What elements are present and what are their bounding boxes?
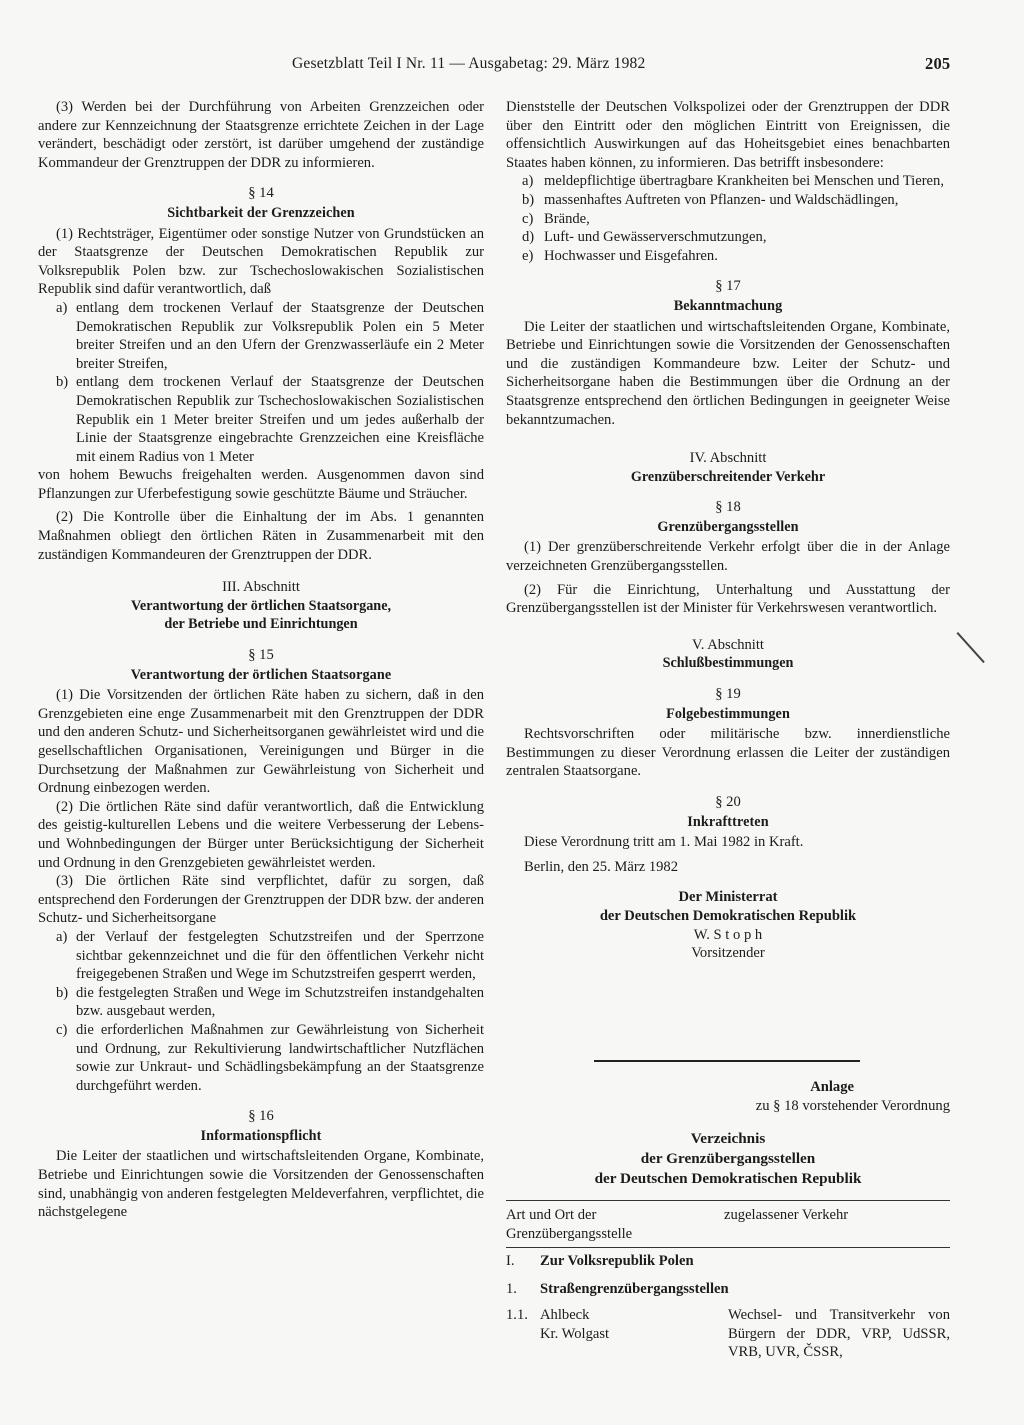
chapter-title bbox=[38, 597, 484, 634]
row-title: Straßengrenzübergangsstellen bbox=[540, 1281, 729, 1297]
list-item bbox=[38, 984, 484, 1021]
section-number: § 19 bbox=[715, 686, 741, 703]
table-row bbox=[506, 1280, 950, 1304]
section-title: Verantwortung der örtlichen Staatsorgane bbox=[130, 666, 392, 683]
section-title: Informationspflicht bbox=[200, 1127, 322, 1144]
list-item bbox=[38, 928, 484, 984]
section-number: § 15 bbox=[248, 647, 274, 664]
list-text: massenhaftes Auftreten von Pflanzen- und Waldschädlingen, bbox=[544, 191, 899, 208]
section-title: Folgebestimmungen bbox=[666, 705, 790, 722]
list-label: e) bbox=[522, 247, 534, 264]
table-header bbox=[506, 1200, 950, 1248]
row-number: 1. bbox=[506, 1281, 517, 1297]
paragraph: (3) Werden bei der Durchführung von Arbeiten Grenzzeichen oder andere zur Kennzeichnung der Staatsgrenze errichtete Zeichen in der Lage verändert, beschädigt oder zerstört, ist darüber umgehend der zuständige Kommandeur der Grenztruppen der DDR zu informieren. bbox=[38, 99, 484, 171]
row-title: Zur Volksrepublik Polen bbox=[540, 1253, 694, 1269]
list-text: Brände, bbox=[544, 210, 590, 227]
list-item bbox=[506, 172, 950, 191]
column-header: zugelassener Verkehr bbox=[724, 1207, 849, 1223]
paragraph: (1) Die Vorsitzenden der örtlichen Räte haben zu sichern, daß in den Grenzgebieten eine enge Zusammenarbeit mit den Grenztruppen der DDR und den anderen Schutz- und Sicherheitsorganen gewährleistet wird und die gesellschaftlichen Organisationen, Vereinigungen und Bürger in die Durchsetzung der Maßnahmen zur Gewährleistung von Sicherheit und Ordnung einbezogen werden. bbox=[38, 687, 484, 797]
list-item bbox=[506, 228, 950, 247]
signature-block bbox=[506, 888, 950, 962]
crossing-place-line: Ahlbeck bbox=[540, 1307, 590, 1323]
row-number: I. bbox=[506, 1253, 515, 1269]
paragraph: (2) Für die Einrichtung, Unterhaltung und Ausstattung der Grenzübergangsstellen ist der Minister für Verkehrswesen verantwortlich. bbox=[506, 581, 950, 617]
list-label: a) bbox=[56, 299, 68, 316]
paragraph: (3) Die örtlichen Räte sind verpflichtet, dafür zu sorgen, daß entsprechend den Forderungen der Grenztruppen der DDR bzw. der anderen Schutz- und Sicherheitsorgane bbox=[38, 873, 484, 927]
section-title: Inkrafttreten bbox=[687, 813, 769, 830]
annex-subtitle: zu § 18 vorstehender Verordnung bbox=[755, 1097, 950, 1114]
paragraph: (1) Der grenzüberschreitende Verkehr erfolgt über die in der Anlage verzeichneten Grenzübergangsstellen. bbox=[506, 539, 950, 575]
paragraph: (2) Die Kontrolle über die Einhaltung der im Abs. 1 genannten Maßnahmen obliegt den örtlichen Räten in Zusammenarbeit mit den zuständigen Kommandeuren der Grenztruppen der DDR. bbox=[38, 509, 484, 563]
list-item bbox=[506, 210, 950, 229]
list-item bbox=[506, 247, 950, 266]
list-text: meldepflichtige übertragbare Krankheiten bei Menschen und Tieren, bbox=[544, 173, 944, 190]
section-number: § 20 bbox=[715, 794, 741, 810]
paragraph: Die Leiter der staatlichen und wirtschaftsleitenden Organe, Kombinate, Betriebe und Einrichtungen sowie die Vorsitzenden der Genossenschaften und die zuständigen Kommandeure bzw. Leiter der Schutz- und Sicherheitsorgane haben die Bestimmungen über die Ordnung an der Staatsgrenze entsprechend den örtlichen Bedingungen in geeigneter Weise bekanntzumachen. bbox=[506, 318, 950, 428]
list-label: d) bbox=[522, 229, 535, 246]
list-item bbox=[38, 373, 484, 466]
list-label: a) bbox=[522, 173, 534, 190]
table-row bbox=[506, 1252, 950, 1276]
table-body bbox=[506, 1252, 950, 1366]
paragraph: Diese Verordnung tritt am 1. Mai 1982 in Kraft. bbox=[524, 834, 804, 851]
section-number: § 14 bbox=[248, 185, 274, 202]
list-text: die festgelegten Straßen und Wege im Schutzstreifen instandgehalten bzw. ausgebaut werden, bbox=[76, 984, 484, 1020]
column-header: Art und Ort der Grenzübergangsstelle bbox=[506, 1207, 633, 1242]
chapter-title: Schlußbestimmungen bbox=[662, 655, 794, 672]
signature-name: W. S t o p h bbox=[693, 926, 763, 943]
list-item bbox=[38, 299, 484, 373]
annex-heading bbox=[506, 1078, 950, 1189]
running-title: Gesetzblatt Teil I Nr. 11 — Ausgabetag: 29. März 1982 bbox=[292, 55, 646, 72]
list-label: b) bbox=[522, 191, 535, 208]
chapter-title: Grenzüberschreitender Verkehr bbox=[630, 468, 826, 485]
chapter-title-line: der Betriebe und Einrichtungen bbox=[164, 616, 358, 633]
page-number: 205 bbox=[925, 54, 951, 73]
annex-title: Anlage bbox=[810, 1079, 854, 1095]
list-item bbox=[38, 1021, 484, 1095]
section-title: Sichtbarkeit der Grenzzeichen bbox=[167, 204, 355, 221]
section-title: Grenzübergangsstellen bbox=[657, 518, 799, 535]
list-item bbox=[506, 191, 950, 210]
row-number: 1.1. bbox=[506, 1307, 528, 1323]
list-text: Hochwasser und Eisgefahren. bbox=[544, 247, 718, 264]
list-text: der Verlauf der festgelegten Schutzstreifen und der Sperrzone sichtbar gekennzeichnet und die für den öffentlichen Verkehr nicht freigegebenen Straßen und Wege im Schutzstreifen gesperrt werden, bbox=[76, 928, 484, 983]
paragraph: Rechtsvorschriften oder militärische bzw. innerdienstliche Bestimmungen zu dieser Verordnung erlassen die Leiter der zuständigen zentralen Staatsorgane. bbox=[506, 726, 950, 780]
section-number: § 17 bbox=[715, 278, 741, 295]
annex-list-title-line: der Grenzübergangsstellen bbox=[640, 1150, 816, 1168]
crossing-place bbox=[540, 1306, 720, 1343]
place-date: Berlin, den 25. März 1982 bbox=[524, 858, 679, 875]
paragraph: von hohem Bewuchs freigehalten werden. Ausgenommen davon sind Pflanzungen zur Uferbefestigung sowie geschützte Bäume und Sträucher. bbox=[38, 467, 484, 502]
table-row bbox=[506, 1306, 950, 1366]
paragraph: Dienststelle der Deutschen Volkspolizei oder der Grenztruppen der DDR über den Eintritt oder den möglichen Eintritt von Ereignissen, die offensichtlich Auswirkungen auf das Hoheitsgebiet eines benachbarten Staates haben können, zu informieren. Das betrifft insbesondere: bbox=[506, 99, 950, 171]
list-text: die erforderlichen Maßnahmen zur Gewährleistung von Sicherheit und Ordnung, zur Rekultivierung landwirtschaftlicher Nutzflächen sowie zur Unkraut- und Schädlingsbekämpfung an der Staatsgrenze durchgeführt werden. bbox=[76, 1021, 484, 1094]
chapter-title-line: Verantwortung der örtlichen Staatsorgane, bbox=[130, 597, 392, 614]
separator-rule bbox=[594, 1060, 860, 1062]
annex-list-title-line: Verzeichnis bbox=[690, 1130, 766, 1148]
section-number: § 16 bbox=[248, 1108, 274, 1125]
list-label: a) bbox=[56, 928, 68, 945]
permitted-traffic: Wechsel- und Transitverkehr von Bürgern der DDR, VRP, UdSSR, VRB, UVR, ČSSR, bbox=[728, 1307, 950, 1361]
signature-role: Vorsitzender bbox=[691, 945, 765, 962]
list-text: Luft- und Gewässerverschmutzungen, bbox=[544, 229, 767, 246]
margin-pencil-mark bbox=[957, 632, 985, 663]
annex-list-title bbox=[506, 1129, 950, 1189]
list-label: b) bbox=[56, 984, 69, 1001]
paragraph: Die Leiter der staatlichen und wirtschaftsleitenden Organe, Kombinate, Betriebe und Einrichtungen sowie die Vorsitzenden der Genossenschaften sind, unabhängig von anderen festgelegten Meldeverfahren, verpflichtet, die nächstgelegene bbox=[38, 1148, 484, 1221]
section-title: Bekanntmachung bbox=[673, 297, 783, 314]
list-label: b) bbox=[56, 374, 69, 391]
chapter-number: V. Abschnitt bbox=[692, 636, 764, 653]
left-column bbox=[38, 98, 484, 1222]
section-number: § 18 bbox=[715, 499, 741, 516]
paragraph: (2) Die örtlichen Räte sind dafür verantwortlich, daß die Entwicklung des geistig-kulturellen Lebens und die weitere Verbesserung der Lebens- und Wohnbedingungen der Bürger unter Berücksichtigung der Sicherheit und Ordnung in den Grenzgebieten gewährleistet werden. bbox=[38, 798, 484, 871]
chapter-number: III. Abschnitt bbox=[222, 579, 300, 596]
signature-org: der Deutschen Demokratischen Republik bbox=[599, 907, 857, 924]
list-label: c) bbox=[522, 210, 534, 227]
chapter-number: IV. Abschnitt bbox=[689, 450, 767, 467]
annex-list-title-line: der Deutschen Demokratischen Republik bbox=[594, 1170, 862, 1188]
list-text: entlang dem trockenen Verlauf der Staatsgrenze der Deutschen Demokratischen Republik zur Tschechoslowakischen Sozialistischen Republik ein 1 Meter breiter Streifen und um jedes außerhalb der Linie der Staatsgrenze eingebrachte Grenzzeichen eine Kreisfläche mit einem Radius von 1 Meter bbox=[76, 374, 484, 465]
right-column bbox=[506, 98, 950, 963]
list-label: c) bbox=[56, 1021, 68, 1038]
paragraph: (1) Rechtsträger, Eigentümer oder sonstige Nutzer von Grundstücken an der Staatsgrenze der Deutschen Demokratischen Republik zur Volksrepublik Polen bzw. zur Tschechoslowakischen Sozialistischen Republik sind dafür verantwortlich, daß bbox=[38, 225, 484, 298]
signature-org: Der Ministerrat bbox=[678, 889, 778, 906]
list-text: entlang dem trockenen Verlauf der Staatsgrenze der Deutschen Demokratischen Republik zur Volksrepublik Polen ein 5 Meter breiter Streifen und an den Ufern der Grenzwasserläufe ein 2 Meter breiter Streifen, bbox=[76, 299, 484, 372]
crossing-place-line: Kr. Wolgast bbox=[540, 1325, 610, 1342]
